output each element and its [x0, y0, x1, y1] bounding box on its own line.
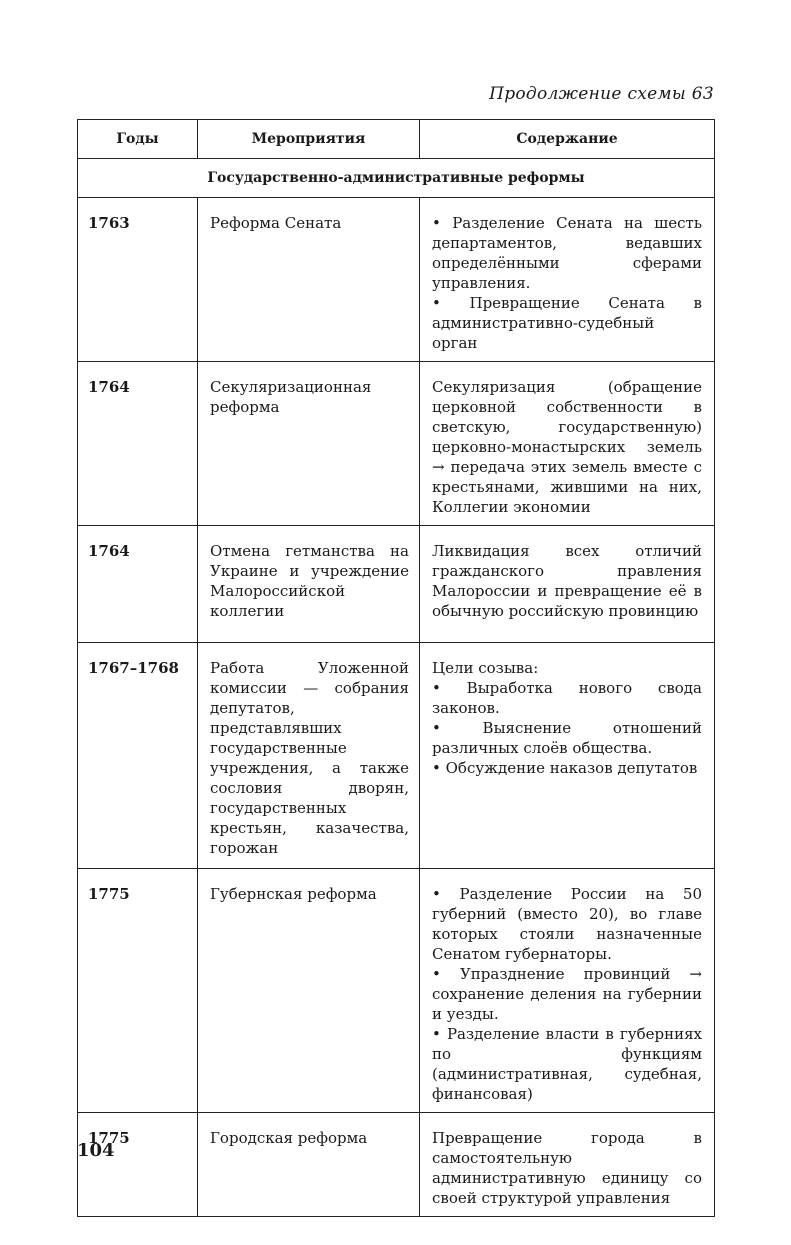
table-row [78, 869, 715, 1113]
content-line: • Разделение власти в губерниях по функциям (административная, судебная, финансовая) [432, 1025, 702, 1103]
table-row [78, 643, 715, 869]
row-content [420, 869, 715, 1113]
table-row [78, 526, 715, 643]
table-row [78, 1113, 715, 1217]
header-years: Годы [78, 120, 198, 159]
header-row [78, 120, 715, 159]
row-event: Работа Уложенной комиссии — собрания депутатов, представлявших государственные учреждения, а также сословия дворян, государственных крестьян, казачества, горожан [198, 643, 420, 869]
content-line: • Разделение Сената на шесть департаментов, ведавших определёнными сферами управления. [432, 214, 702, 292]
row-year: 1764 [78, 526, 198, 643]
row-event: Губернская реформа [198, 869, 420, 1113]
reforms-table [77, 119, 715, 1217]
content-line: • Превращение Сената в административно-судебный орган [432, 294, 702, 352]
row-event: Секуляризационная реформа [198, 362, 420, 526]
row-content [420, 362, 715, 526]
table-row [78, 362, 715, 526]
table-row [78, 198, 715, 362]
section-row [78, 159, 715, 198]
row-year: 1775 [78, 1113, 198, 1217]
page-number: 104 [77, 1140, 115, 1161]
row-event: Отмена гетманства на Украине и учреждение Малороссийской коллегии [198, 526, 420, 643]
row-content [420, 1113, 715, 1217]
row-content [420, 198, 715, 362]
content-line: Ликвидация всех отличий гражданского правления Малороссии и превращение её в обычную российскую провинцию [432, 542, 702, 620]
row-event: Городская реформа [198, 1113, 420, 1217]
row-year: 1764 [78, 362, 198, 526]
row-year: 1763 [78, 198, 198, 362]
content-line: Превращение города в самостоятельную административную единицу со своей структурой управления [432, 1129, 702, 1207]
header-events: Мероприятия [198, 120, 420, 159]
content-line: • Выработка нового свода законов. [432, 679, 702, 717]
content-line: • Разделение России на 50 губерний (вместо 20), во главе которых стояли назначенные Сенатом губернаторы. [432, 885, 702, 963]
table-caption: Продолжение схемы 63 [489, 84, 714, 104]
row-year: 1775 [78, 869, 198, 1113]
row-content [420, 526, 715, 643]
content-line: • Обсуждение наказов депутатов [432, 759, 698, 777]
content-line: • Упразднение провинций → сохранение деления на губернии и уезды. [432, 965, 702, 1023]
content-line: Цели созыва: [432, 659, 539, 677]
row-content [420, 643, 715, 869]
header-content: Содержание [420, 120, 715, 159]
row-event: Реформа Сената [198, 198, 420, 362]
section-title: Государственно-административные реформы [78, 159, 715, 198]
content-line: Секуляризация (обращение церковной собственности в светскую, государственную) церковно-монастырских земель → передача этих земель вместе с крестьянами, жившими на них, Коллегии экономии [432, 378, 702, 516]
row-year: 1767–1768 [78, 643, 198, 869]
content-line: • Выяснение отношений различных слоёв общества. [432, 719, 702, 757]
